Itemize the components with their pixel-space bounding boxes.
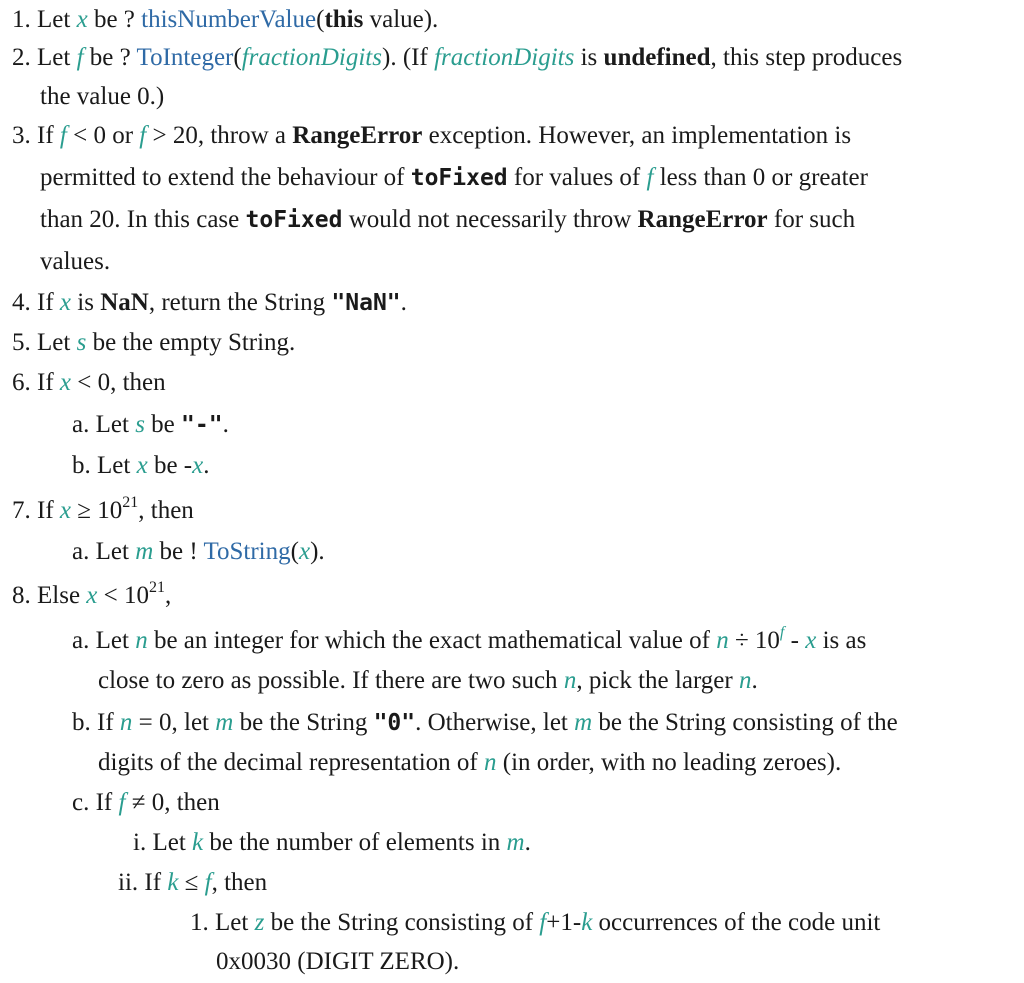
step-text: , then bbox=[138, 497, 194, 524]
step-text: ( bbox=[316, 6, 325, 33]
step-text: If bbox=[144, 869, 162, 896]
step-text: ). bbox=[310, 538, 325, 565]
variable: k bbox=[581, 909, 593, 936]
step-text: ( bbox=[290, 538, 299, 565]
exponent: f bbox=[779, 624, 785, 641]
link-tostring[interactable]: ToString bbox=[203, 538, 291, 565]
step-text: is bbox=[580, 44, 598, 71]
step-text: . Otherwise, let bbox=[415, 709, 568, 736]
variable: m bbox=[135, 538, 154, 565]
variable: f bbox=[646, 164, 654, 191]
step-number: b. bbox=[72, 709, 91, 736]
step-text: be ? bbox=[93, 6, 135, 33]
step-3-line-4: values. bbox=[40, 248, 111, 275]
variable: k bbox=[192, 829, 204, 856]
step-text: Else bbox=[37, 582, 81, 609]
variable: s bbox=[76, 329, 87, 356]
variable: x bbox=[59, 497, 72, 524]
step-8b bbox=[72, 703, 898, 744]
step-number: 7. bbox=[12, 497, 31, 524]
keyword: NaN bbox=[100, 289, 149, 316]
step-text: be an integer for which the exact mathematical value of bbox=[153, 627, 710, 654]
step-text: ÷ 10 bbox=[734, 627, 780, 654]
keyword: RangeError bbox=[292, 122, 423, 149]
step-text: < 10 bbox=[103, 582, 150, 609]
step-text: . bbox=[400, 289, 407, 316]
step-text: less than 0 or greater bbox=[659, 164, 868, 191]
step-text: If bbox=[37, 369, 54, 396]
step-text: be the String consisting of the bbox=[598, 709, 898, 736]
step-8c-ii bbox=[118, 863, 267, 904]
variable: f bbox=[59, 122, 67, 149]
step-number: 3. bbox=[12, 122, 31, 149]
step-text: ( bbox=[233, 44, 242, 71]
step-text: , then bbox=[211, 869, 268, 896]
step-text: be ! bbox=[159, 538, 198, 565]
step-text: , return the String bbox=[148, 289, 326, 316]
step-8a-line-2 bbox=[98, 661, 758, 702]
step-6 bbox=[12, 363, 166, 404]
step-text: = 0, let bbox=[138, 709, 209, 736]
step-text: Let bbox=[37, 329, 71, 356]
variable: x bbox=[192, 452, 204, 479]
step-2-continuation: the value 0.) bbox=[40, 83, 165, 110]
step-number: 4. bbox=[12, 289, 31, 316]
step-text: If bbox=[37, 122, 54, 149]
step-text: > 20, throw a bbox=[152, 122, 287, 149]
step-7a bbox=[72, 532, 325, 573]
step-2 bbox=[12, 38, 902, 79]
step-number: 1. bbox=[190, 909, 209, 936]
variable: f bbox=[76, 44, 84, 71]
step-text: Let bbox=[95, 538, 129, 565]
code-literal: "0" bbox=[373, 710, 416, 736]
variable: n bbox=[716, 627, 729, 654]
step-text: be ? bbox=[89, 44, 131, 71]
step-4 bbox=[12, 283, 407, 324]
step-text: be - bbox=[153, 452, 193, 479]
step-text: Let bbox=[37, 44, 71, 71]
step-text: If bbox=[37, 289, 54, 316]
step-text: < 0 or bbox=[73, 122, 134, 149]
step-5 bbox=[12, 323, 295, 364]
step-text: +1- bbox=[546, 909, 582, 936]
variable: m bbox=[215, 709, 234, 736]
code-literal: "NaN" bbox=[331, 290, 401, 316]
step-text: Let bbox=[152, 829, 186, 856]
step-number: i. bbox=[133, 829, 147, 856]
variable: m bbox=[574, 709, 593, 736]
step-text: be the number of elements in bbox=[209, 829, 501, 856]
step-3-line-2 bbox=[40, 158, 868, 199]
variable: n bbox=[738, 667, 752, 694]
variable: s bbox=[135, 411, 145, 438]
variable: n bbox=[135, 627, 148, 654]
step-text: is bbox=[77, 289, 94, 316]
step-text: Let bbox=[37, 6, 71, 33]
step-number: 1. bbox=[12, 6, 31, 33]
variable: x bbox=[76, 6, 88, 33]
variable: fractionDigits bbox=[434, 44, 575, 71]
step-text: < 0, then bbox=[77, 369, 166, 396]
step-text: (in order, with no leading zeroes). bbox=[502, 749, 842, 776]
variable: x bbox=[805, 627, 817, 654]
step-8c-i bbox=[133, 823, 531, 864]
code-literal: "-" bbox=[181, 412, 223, 438]
step-text: Let bbox=[95, 411, 129, 438]
variable: x bbox=[59, 289, 72, 316]
step-text: - bbox=[784, 627, 806, 654]
variable: n bbox=[484, 749, 497, 776]
variable: k bbox=[167, 869, 179, 896]
step-text: is as bbox=[822, 627, 867, 654]
step-text: than 20. In this case bbox=[40, 206, 240, 233]
keyword: RangeError bbox=[637, 206, 768, 233]
variable: f bbox=[204, 869, 212, 896]
step-number: b. bbox=[72, 452, 91, 479]
step-text: occurrences of the code unit bbox=[598, 909, 881, 936]
step-text: . bbox=[751, 667, 758, 694]
step-1 bbox=[12, 0, 438, 41]
code-literal: toFixed bbox=[245, 207, 343, 233]
step-text: be the empty String. bbox=[92, 329, 296, 356]
step-number: a. bbox=[72, 627, 90, 654]
code-literal: toFixed bbox=[410, 165, 508, 191]
step-number: 6. bbox=[12, 369, 31, 396]
keyword: undefined bbox=[603, 44, 711, 71]
step-text: be the String consisting of bbox=[270, 909, 534, 936]
step-text: permitted to extend the behaviour of bbox=[40, 164, 405, 191]
step-number: ii. bbox=[118, 869, 139, 896]
step-number: 5. bbox=[12, 329, 31, 356]
step-text: , pick the larger bbox=[576, 667, 733, 694]
step-text: close to zero as possible. If there are two such bbox=[98, 667, 558, 694]
variable: n bbox=[563, 667, 577, 694]
variable: x bbox=[59, 369, 72, 396]
step-text: ). (If bbox=[382, 44, 428, 71]
step-text: Let bbox=[95, 627, 129, 654]
exponent: 21 bbox=[122, 494, 139, 511]
step-text: . bbox=[524, 829, 531, 856]
step-text: digits of the decimal representation of bbox=[98, 749, 478, 776]
variable: m bbox=[506, 829, 525, 856]
variable: f bbox=[118, 789, 126, 816]
step-8a bbox=[72, 621, 866, 662]
step-text: If bbox=[95, 789, 113, 816]
step-text: . bbox=[203, 452, 210, 479]
step-text: exception. However, an implementation is bbox=[428, 122, 852, 149]
step-8c bbox=[72, 783, 220, 824]
exponent: 21 bbox=[149, 579, 166, 596]
step-6a bbox=[72, 405, 229, 446]
step-text: If bbox=[37, 497, 54, 524]
step-text: for such bbox=[773, 206, 856, 233]
variable: n bbox=[119, 709, 133, 736]
variable: f bbox=[139, 122, 147, 149]
step-8b-line-2 bbox=[98, 743, 841, 784]
step-number: 8. bbox=[12, 582, 31, 609]
link-tointeger[interactable]: ToInteger bbox=[136, 44, 234, 71]
step-8c-ii-1 bbox=[190, 903, 880, 944]
step-text: for values of bbox=[513, 164, 641, 191]
step-6b bbox=[72, 446, 209, 487]
variable: z bbox=[254, 909, 265, 936]
variable: fractionDigits bbox=[241, 44, 382, 71]
step-text: Let bbox=[215, 909, 249, 936]
variable: x bbox=[86, 582, 98, 609]
variable: f bbox=[539, 909, 547, 936]
step-text: ≤ bbox=[184, 869, 199, 896]
step-text: be the String bbox=[239, 709, 368, 736]
link-thisnumbervalue[interactable]: thisNumberValue bbox=[141, 6, 317, 33]
step-3-line-3 bbox=[40, 200, 855, 241]
step-text: would not necessarily throw bbox=[348, 206, 632, 233]
step-text: If bbox=[97, 709, 114, 736]
step-text: Let bbox=[97, 452, 131, 479]
step-number: c. bbox=[72, 789, 90, 816]
step-text: ≥ 10 bbox=[77, 497, 123, 524]
step-text: value). bbox=[363, 6, 439, 33]
step-number: a. bbox=[72, 411, 90, 438]
step-7 bbox=[12, 491, 194, 532]
step-3 bbox=[12, 116, 851, 157]
step-text: , this step produces bbox=[710, 44, 903, 71]
step-text: . bbox=[222, 411, 229, 438]
step-8 bbox=[12, 576, 171, 617]
variable: x bbox=[298, 538, 311, 565]
variable: x bbox=[136, 452, 148, 479]
step-text: ≠ 0, then bbox=[131, 789, 220, 816]
step-text: , bbox=[165, 582, 172, 609]
step-text: be bbox=[151, 411, 175, 438]
step-number: a. bbox=[72, 538, 90, 565]
keyword: this bbox=[324, 6, 364, 33]
step-number: 2. bbox=[12, 44, 31, 71]
step-8c-ii-1-line-2: 0x0030 (DIGIT ZERO). bbox=[216, 948, 460, 975]
